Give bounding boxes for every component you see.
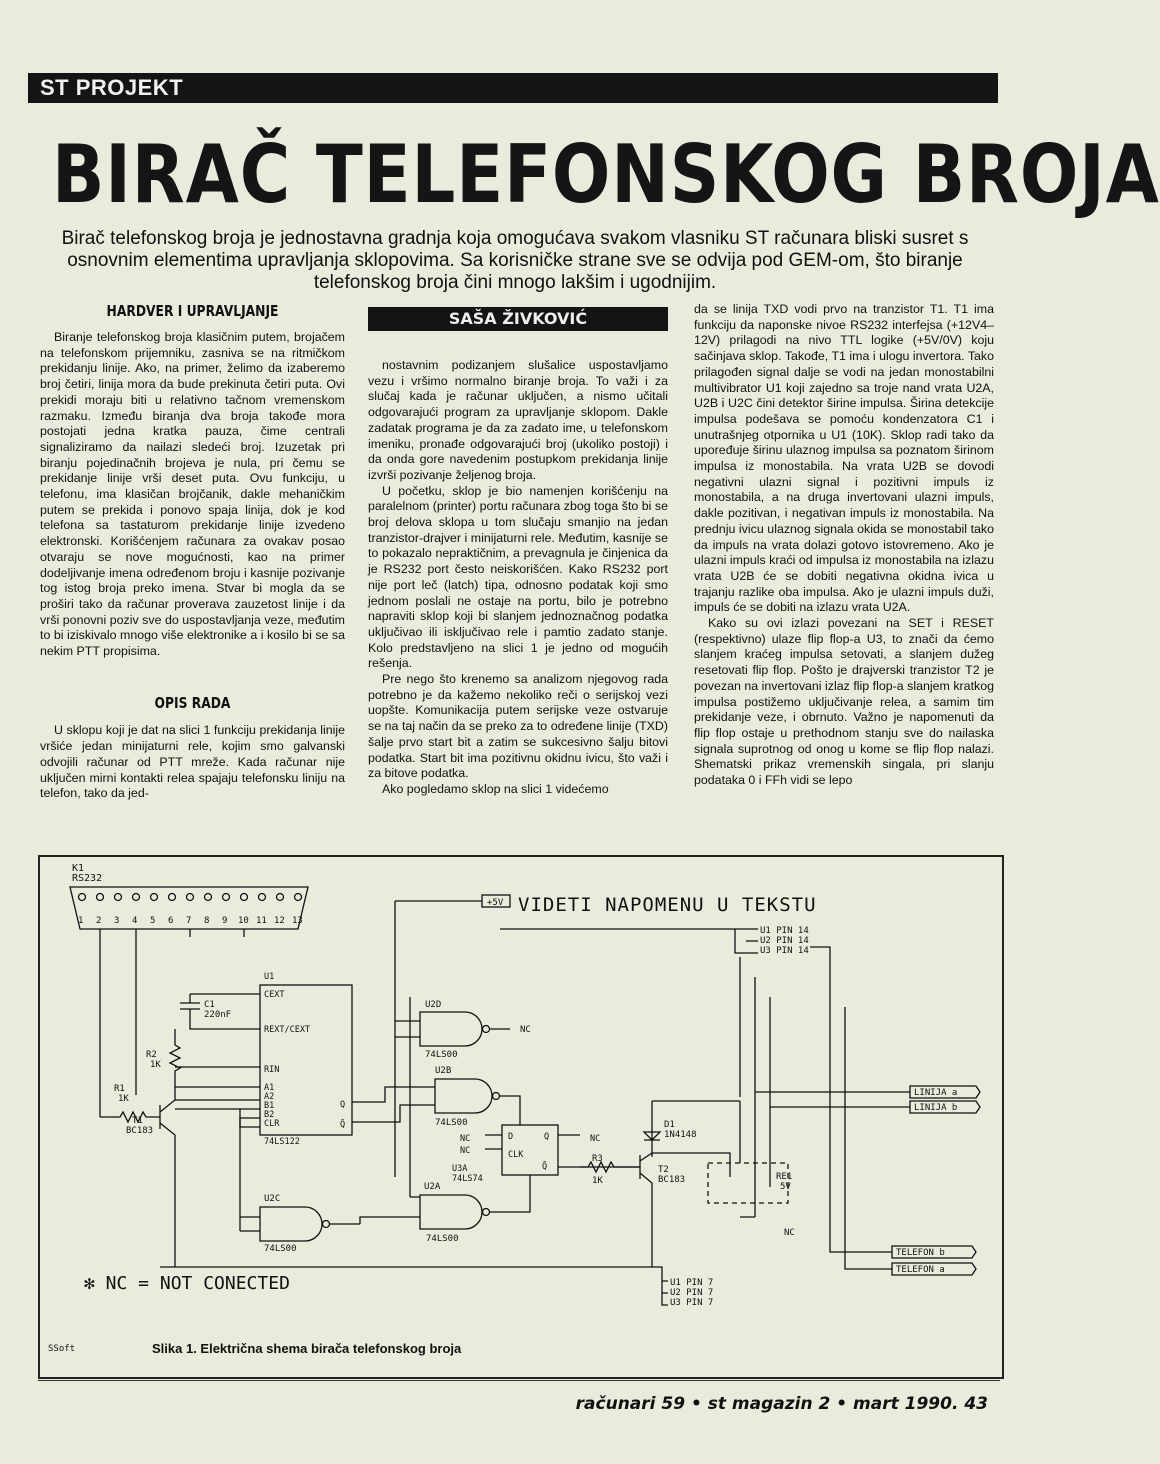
col2-paragraph-3: Pre nego što krenemo sa analizom njegovog rada potrebno je da kažemo nekoliko reči o serijskoj vezi uopšte. Komunikacija putem serijske veze ostvaruje se na taj način da se preko za to određene linije (TXD) šalje prvo start bit a zatim se sukcesivno šalju bitovi podatka. Start bit ima pozitivnu okidnu ivicu, što važi i za bitove podatka. (368, 672, 668, 781)
author-name: SAŠA ŽIVKOVIĆ (448, 309, 588, 328)
svg-text:U2A: U2A (424, 1182, 441, 1192)
svg-text:5V: 5V (780, 1182, 791, 1192)
col3-paragraph-2: Kako su ovi izlazi povezani na SET i RESET (respektivno) ulaze flip flop-a U3, to znači da ćemo slanjem kraćeg impulsa setovati, a slanjem dužeg resetovati flip flop. Pošto je drajverski tranzistor T2 je povezan na invertovani izlaz flip flop-a slanjem kratkog impulsa postižemo uključivanje relea, a samim tim prekidanje veze, i obrnuto. Važno je napomenuti da flip flop ostaje u prethodnom stanju sve do nailaska signala suprotnog od onog u kome se flip flop nalazi. Shematski prikaz vremenskih singala, pri slanju podataka 0 i FFh vidi se lepo (694, 616, 994, 788)
svg-text:2: 2 (96, 916, 102, 926)
section-label: ST PROJEKT (40, 75, 184, 100)
note-label: VIDETI NAPOMENU U TEKSTU (518, 894, 817, 916)
svg-text:TELEFON a: TELEFON a (896, 1265, 945, 1275)
svg-text:LINIJA b: LINIJA b (914, 1103, 958, 1113)
ssoft-signature: SSoft (48, 1344, 76, 1354)
svg-text:D: D (508, 1132, 514, 1142)
svg-text:R2: R2 (146, 1050, 157, 1060)
svg-text:5: 5 (150, 916, 156, 926)
svg-text:1K: 1K (150, 1060, 161, 1070)
svg-text:BC183: BC183 (658, 1175, 686, 1185)
schematic-svg (40, 857, 1002, 1377)
svg-text:LINIJA a: LINIJA a (914, 1088, 958, 1098)
svg-text:RIN: RIN (264, 1065, 280, 1075)
column-1 (40, 330, 345, 802)
svg-text:74LS00: 74LS00 (425, 1050, 458, 1060)
svg-text:3: 3 (114, 916, 120, 926)
svg-text:6: 6 (168, 916, 174, 926)
svg-text:NC: NC (784, 1228, 795, 1238)
svg-text:R1: R1 (114, 1084, 125, 1094)
svg-text:220nF: 220nF (204, 1010, 232, 1020)
nc-legend: ✻ NC = NOT CONECTED (84, 1273, 290, 1294)
svg-text:U1: U1 (264, 972, 275, 982)
svg-text:B1: B1 (264, 1101, 275, 1111)
svg-text:NC: NC (460, 1146, 471, 1156)
power-pins-top (760, 926, 809, 956)
svg-text:Q: Q (340, 1100, 346, 1110)
col2-paragraph-2: U početku, sklop je bio namenjen korišćenju na paralelnom (printer) portu računara zbog toga što bi se broj delova sklopa u tom slučaju smanjio na jedan tranzistor-drajver i minijaturni rele. Međutim, kasnije se to pokazalo nepraktičnim, a prevagnula je činjenica da je RS232 port često neiskorišćen. Kako RS232 port nije port leč (latch) tipa, odnosno podatak koji smo jednom poslali ne ostaje na portu, bilo je potrebno napraviti sklop koji bi slanjem jednoznačnog podatka uključivao ili isključivao rele i pamtio zadato stanje. Kolo predstavljeno na slici 1 je jedno od mogućih rešenja. (368, 483, 668, 671)
svg-text:1: 1 (78, 916, 84, 926)
col1-paragraph-1: Biranje telefonskog broja klasičnim putem, brojačem na telefonskom prijemniku, zasniva se na ritmičkom prekidanju linije. Ako, na primer, želimo da izaberemo broj četiri, linija mora da bude prekinuta četiri puta. Ovi prekidi moraju biti u relativno tačnom vremenskom razmaku. Između biranja dva broja takođe mora postojati jedna kratka pauza, čime centrali signaliziramo da nailazi sledeći broj. Izuzetak pri biranju pojedinačnih brojeva je nula, pri čemu se prekidanje linije vrši deset puta. Ovu funkciju, u telefonu, ima klasičan brojčanik, dakle mehaničkim putem se prekida i ponovo spaja linija, dok je kod telefona sa tastaturom prekidanje linije izvedeno elektronski. Korišćenjem računara za ovakav posao otvaraju se nove mogućnosti, kao na primer dodeljivanje imena određenom broju i kasnije pozivanje tog istog broja preko imena. Stvar bi mogla da se proširi tako da računar proverava zauzetost linije i da vrši ponovni poziv sve do uspostavljanja veze, međutim to bi iziskivalo mnogo više elektronike a i kosilo bi se sa nekim PTT propisima. (40, 330, 345, 659)
line-tags (892, 1086, 980, 1275)
svg-text:U1 PIN 14: U1 PIN 14 (760, 926, 809, 936)
col1-paragraph-2: U sklopu koji je dat na slici 1 funkciju prekidanja linije vršiće jedan minijaturni rele, kojim smo galvanski odvojili računar od PTT mreže. Kada računar nije uključen mirni kontakti relea spajaju telefonsku liniju na telefon, tako da jed- (40, 723, 345, 801)
svg-text:4: 4 (132, 916, 138, 926)
svg-text:CEXT: CEXT (264, 990, 285, 1000)
svg-text:U2C: U2C (264, 1194, 281, 1204)
svg-text:U3A: U3A (452, 1164, 468, 1174)
section-bar (28, 73, 998, 103)
svg-text:BC183: BC183 (126, 1126, 154, 1136)
article-title: BIRAČ TELEFONSKOG BROJA (52, 128, 1160, 221)
svg-text:10: 10 (238, 916, 249, 926)
svg-text:R3: R3 (592, 1154, 603, 1164)
svg-text:CLR: CLR (264, 1119, 280, 1129)
svg-text:TELEFON b: TELEFON b (896, 1248, 945, 1258)
svg-text:74LS74: 74LS74 (452, 1174, 483, 1184)
figure-caption: Slika 1. Električna shema birača telefonskog broja (152, 1341, 462, 1356)
svg-text:1K: 1K (118, 1094, 129, 1104)
heading-opis-rada: OPIS RADA (154, 693, 231, 712)
svg-text:1N4148: 1N4148 (664, 1130, 697, 1140)
svg-text:U3 PIN 14: U3 PIN 14 (760, 946, 809, 956)
svg-text:CLK: CLK (508, 1150, 524, 1160)
svg-text:74LS00: 74LS00 (264, 1244, 297, 1254)
svg-text:REXT/CEXT: REXT/CEXT (264, 1025, 311, 1035)
svg-text:9: 9 (222, 916, 228, 926)
heading-hardver: HARDVER I UPRAVLJANJE (106, 302, 279, 320)
column-2 (368, 358, 668, 798)
svg-text:D1: D1 (664, 1120, 675, 1130)
svg-text:A1: A1 (264, 1083, 275, 1093)
svg-text:Q: Q (544, 1132, 550, 1142)
svg-text:13: 13 (292, 916, 303, 926)
svg-text:U3 PIN 7: U3 PIN 7 (670, 1298, 714, 1308)
lead-paragraph: Birač telefonskog broja je jednostavna gradnja koja omogućava svakom vlasniku ST računara bliski susret s osnovnim elementima upravljanja sklopovima. Sa korisničke strane sve se odvija pod GEM-om, što biranje telefonskog broja čini mnogo lakšim i ugodnijim. (61, 228, 969, 293)
footer-rule (38, 1380, 1000, 1381)
u1-labels (264, 972, 345, 1147)
svg-text:1K: 1K (592, 1176, 603, 1186)
col3-paragraph-1: da se linija TXD vodi prvo na tranzistor T1. T1 ima funkciju da naponske nivoe RS232 interfejsa (+12V4–12V) prilagodi na nivo TTL logike (+5V/0V) koju sačinjava sklop. Takođe, T1 ima i ulogu invertora. Tako prilagođen signal dalje se vodi na jedan monostabilni multivibrator U1 koji zajedno sa troje nand vrata U2A, U2B i U2C čini detektor širine impulsa. Širina detekcije impulsa podešava se pomoću kondenzatora C1 i unutrašnjeg otpornika u U1 (10K). Sklop radi tako da upoređuje širinu ulaznog impulsa sa poznatom širinom impulsa iz monostabila. Na vrata U2B se dovodi negativni ulazni signal i pozitivni impuls iz monostabila, a na druga invertovani ulazni impuls, dakle pozitivan, i negativan impuls iz monostabila. Na prednju ivicu ulaznog signala okida se monostabil tako da impuls na vrata dolazi gotovo istovremeno. Ako je ulazni impuls kraći od impulsa iz monostabila na izlazu vrata U2B će se dobiti negativna okidna ivica u trajanju razlike oba impulsa. Ako je ulazni impuls duži, impuls će se dobiti na izlazu vrata U2A. (694, 302, 994, 615)
svg-text:U2B: U2B (435, 1066, 452, 1076)
power-pins-bottom (670, 1278, 713, 1308)
u2a-gate (420, 1195, 482, 1229)
svg-text:12: 12 (274, 916, 285, 926)
column-3 (694, 302, 994, 789)
relay-box (708, 1163, 788, 1203)
svg-text:NC: NC (460, 1134, 471, 1144)
svg-text:74LS00: 74LS00 (435, 1118, 468, 1128)
svg-text:Q̄: Q̄ (340, 1120, 346, 1130)
schematic-figure (38, 855, 1004, 1379)
svg-text:U1 PIN 7: U1 PIN 7 (670, 1278, 714, 1288)
svg-text:U2 PIN 7: U2 PIN 7 (670, 1288, 714, 1298)
svg-text:+5V: +5V (487, 898, 504, 908)
svg-text:7: 7 (186, 916, 192, 926)
u2b-gate (435, 1079, 492, 1113)
k1-label: K1 (72, 863, 85, 874)
svg-text:U2 PIN 14: U2 PIN 14 (760, 936, 809, 946)
u2c-gate (260, 1207, 322, 1241)
col2-paragraph-1: nostavnim podizanjem slušalice uspostavljamo vezu i vršimo normalno biranje broja. To važi i za slučaj kada je računar uključen, a nismo učitali odgovarajući program za upravljanje sklopom. Dakle zadatak programa je da za zadato ime, u telefonskom imeniku, pronađe odgovarajući broj (ukoliko postoji) i da onda gore navedenim postupkom prekidanja linije izvrši pozivanje željenog broja. (368, 358, 668, 482)
svg-text:A2: A2 (264, 1092, 275, 1102)
svg-text:T1: T1 (132, 1116, 143, 1126)
svg-text:B2: B2 (264, 1110, 275, 1120)
svg-text:RE1: RE1 (776, 1172, 793, 1182)
svg-text:Q̄: Q̄ (542, 1162, 548, 1172)
svg-text:8: 8 (204, 916, 210, 926)
svg-text:NC: NC (520, 1025, 531, 1035)
col2-paragraph-4: Ako pogledamo sklop na slici 1 videćemo (382, 781, 609, 796)
svg-text:C1: C1 (204, 1000, 215, 1010)
rs232-label: RS232 (72, 873, 103, 884)
svg-text:T2: T2 (658, 1165, 669, 1175)
page-footer: računari 59 • st magazin 2 • mart 1990. 43 (575, 1394, 988, 1414)
svg-text:U2D: U2D (425, 1000, 442, 1010)
svg-text:74LS00: 74LS00 (426, 1234, 459, 1244)
svg-text:74LS122: 74LS122 (264, 1137, 300, 1147)
db25-pin-numbers (78, 916, 303, 926)
svg-text:NC: NC (590, 1134, 601, 1144)
db25-pins (79, 894, 302, 901)
author-bar (368, 307, 668, 331)
u2d-gate (420, 1012, 482, 1046)
svg-text:11: 11 (256, 916, 267, 926)
